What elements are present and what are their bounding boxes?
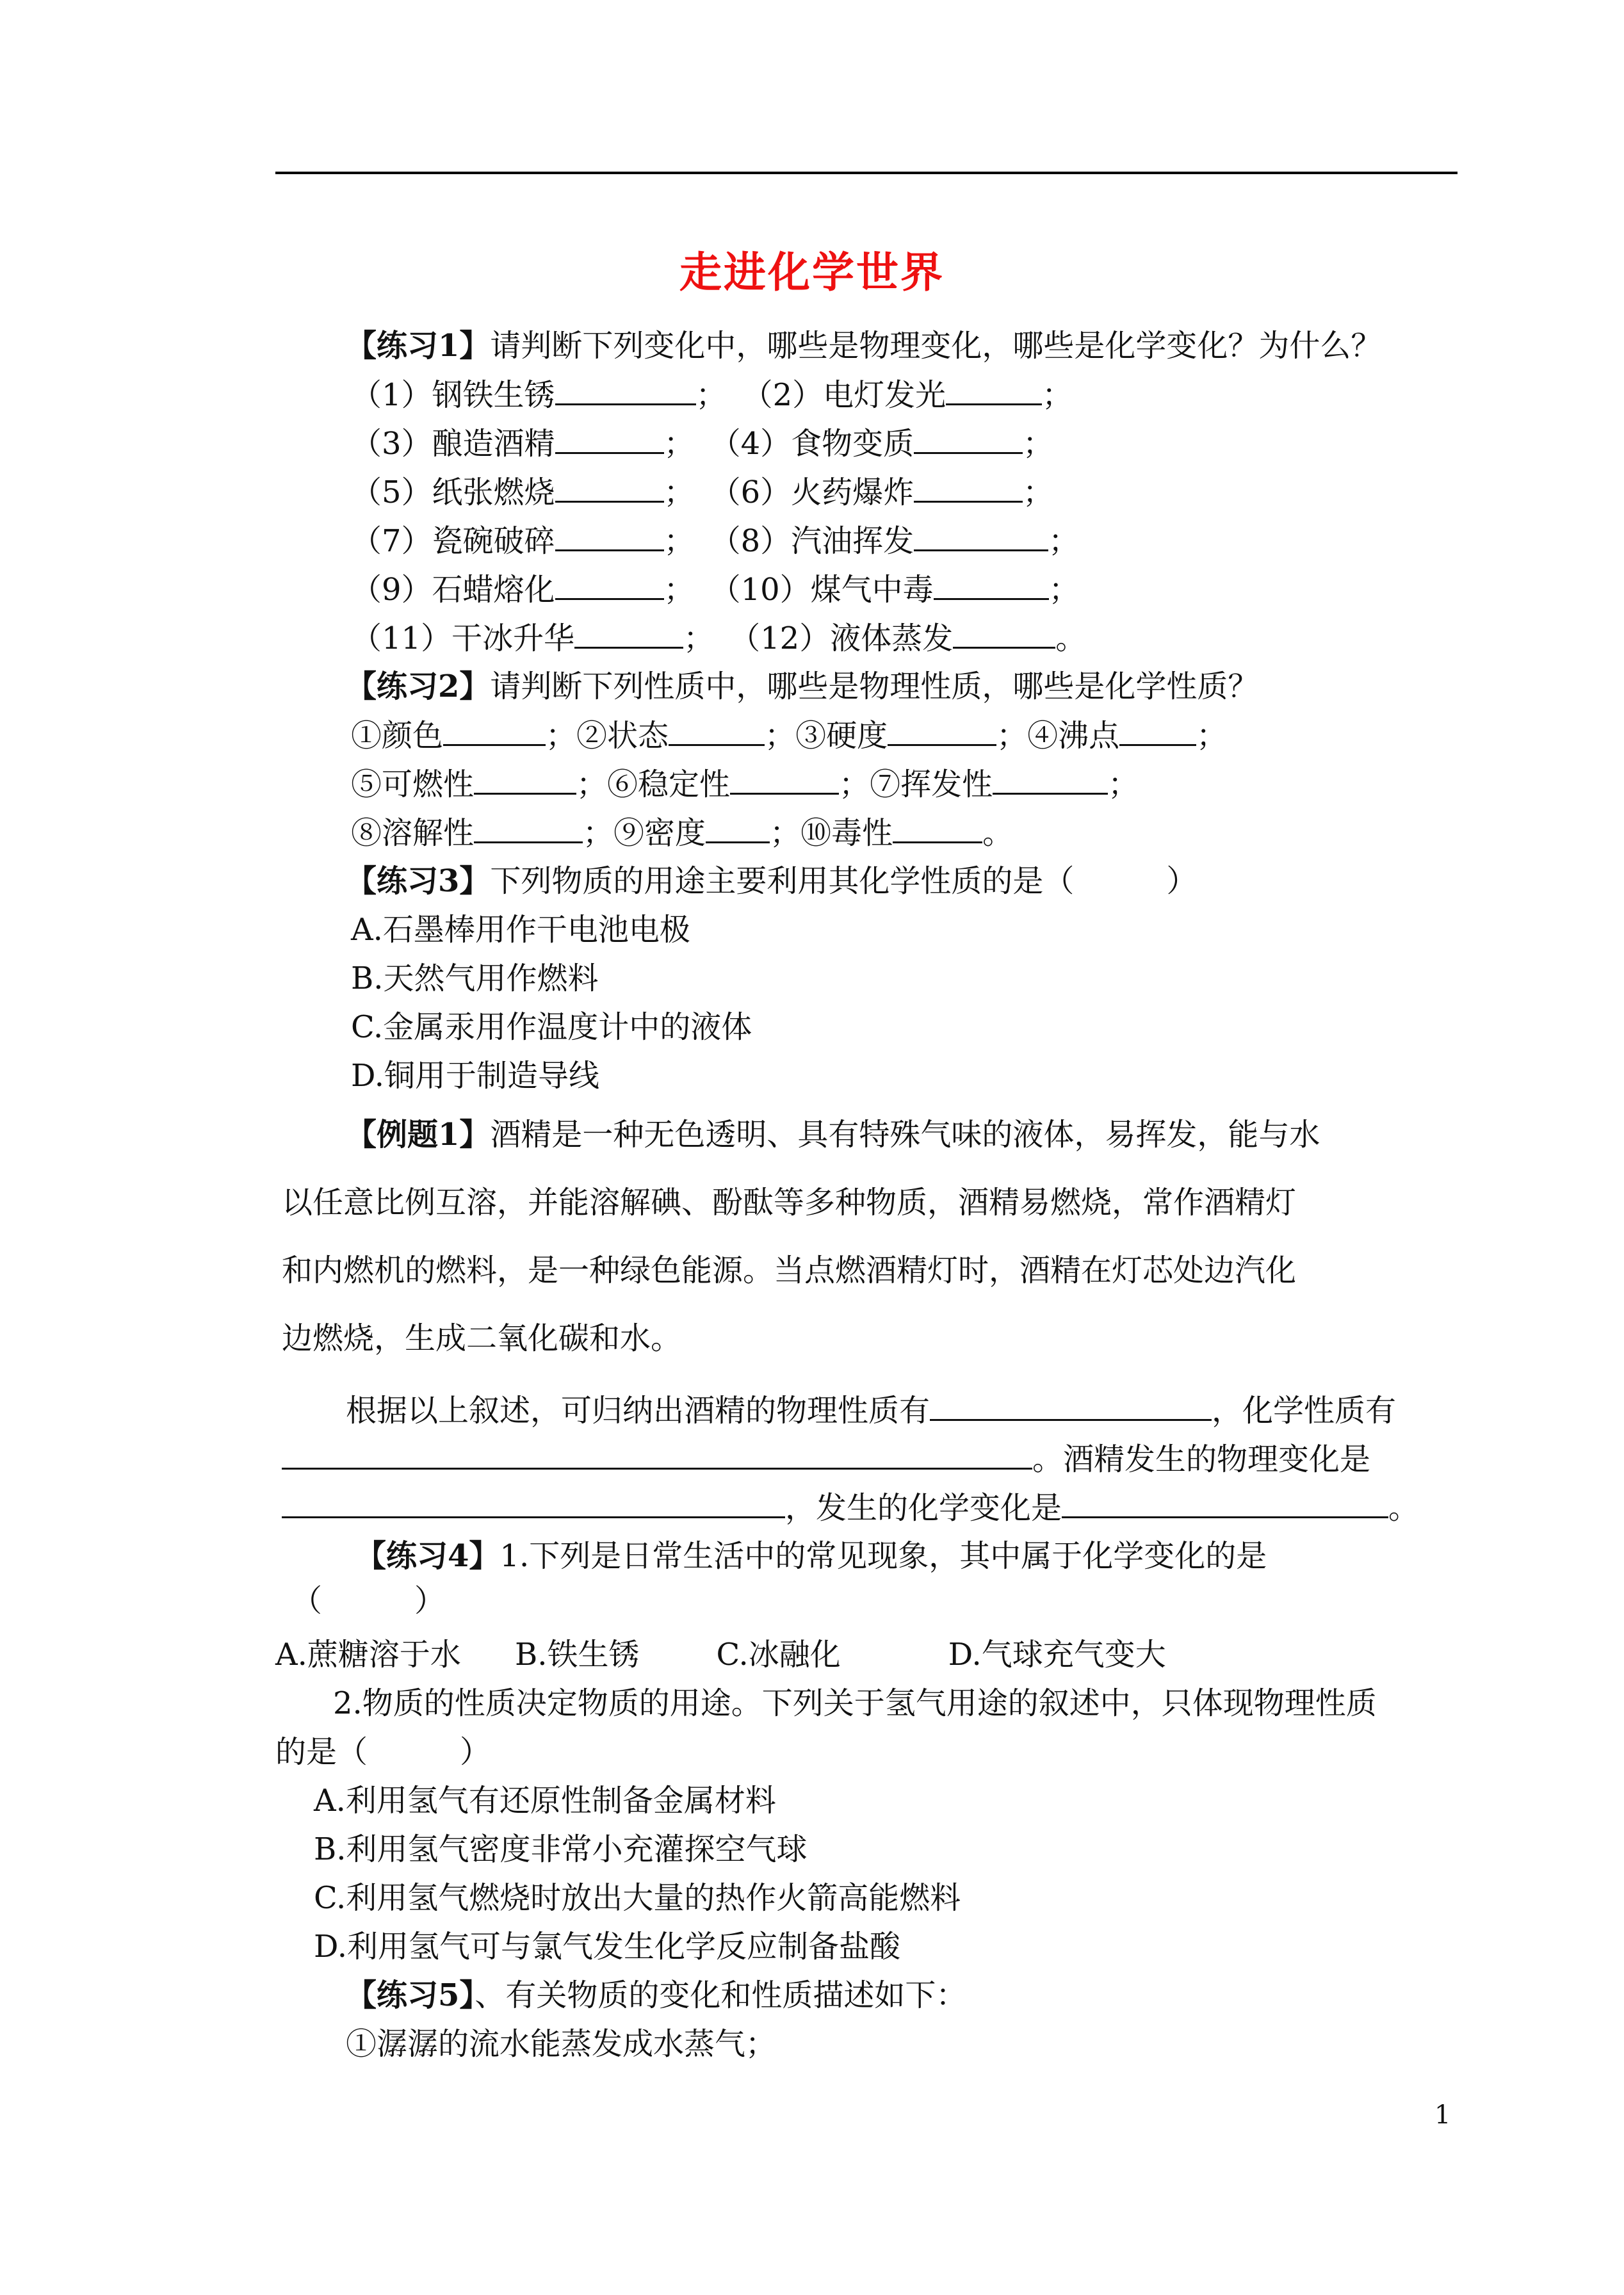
answer-blank[interactable] — [993, 763, 1108, 795]
answer-blank[interactable] — [282, 1438, 1032, 1470]
answer-blank[interactable] — [282, 1487, 785, 1518]
page-number: 1 — [1434, 2100, 1451, 2130]
item-label: ②状态 — [576, 718, 669, 754]
exercise-2-question — [346, 666, 1258, 707]
answer-blank[interactable] — [1119, 715, 1196, 746]
item-label: （9）石蜡熔化 — [351, 572, 555, 608]
exercise-2-row: ⑤可燃性 ；⑥稳定性 ；⑦挥发性 ； — [351, 763, 1139, 805]
example-1-question-line — [346, 1390, 1396, 1431]
answer-blank[interactable] — [1062, 1487, 1388, 1518]
exercise-2-row: ①颜色 ；②状态 ；③硬度 ；④沸点 ； — [351, 715, 1227, 756]
exercise-label: 【练习2】 — [346, 669, 491, 704]
exercise-4-options-row — [275, 1634, 1166, 1675]
item-label: ①颜色 — [351, 718, 444, 754]
exercise-1-row: （7）瓷碗破碎 ； （8）汽油挥发 ； — [351, 520, 1079, 562]
item-label: （12）液体蒸发 — [729, 620, 954, 656]
item-label: ⑩毒性 — [800, 815, 893, 851]
option-b[interactable]: B.铁生锈 — [514, 1637, 640, 1673]
option-b[interactable]: B.利用氢气密度非常小充灌探空气球 — [314, 1831, 808, 1867]
item-label: ⑦挥发性 — [870, 766, 993, 802]
example-1-question-line — [282, 1438, 1370, 1480]
item-label: ⑤可燃性 — [351, 766, 475, 802]
answer-blank[interactable] — [953, 617, 1055, 649]
exercise-2-row: ⑧溶解性 ；⑨密度 ；⑩毒性 。 — [351, 812, 1013, 854]
item-label: ⑨密度 — [613, 815, 706, 851]
header-rule — [275, 172, 1458, 174]
item-label: ⑥稳定性 — [607, 766, 731, 802]
exercise-3-question — [346, 861, 1197, 902]
answer-blank[interactable] — [914, 471, 1023, 503]
answer-blank[interactable] — [555, 374, 696, 405]
option-d[interactable]: D.铜用于制造导线 — [351, 1058, 600, 1094]
option-c[interactable]: C.利用氢气燃烧时放出大量的热作火箭高能燃料 — [314, 1880, 961, 1916]
exercise-1-question — [346, 325, 1381, 366]
example-1-paragraph-line: 边燃烧，生成二氧化碳和水。 — [282, 1320, 682, 1356]
exercise-label: 【练习5】 — [346, 1977, 475, 2013]
example-1-paragraph-line — [346, 1114, 1320, 1155]
item-label: （8）汽油挥发 — [710, 523, 914, 559]
question-text: 。 — [1388, 1490, 1420, 1526]
option-c[interactable]: C.冰融化 — [716, 1637, 841, 1673]
exercise-label: 【练习4】 — [355, 1538, 500, 1574]
exercise-4-question-2-cont: 的是（ ） — [275, 1734, 491, 1770]
answer-blank[interactable] — [914, 520, 1048, 551]
answer-blank[interactable] — [555, 423, 664, 454]
exercise-5-question — [346, 1975, 966, 2016]
answer-blank[interactable] — [914, 423, 1023, 454]
answer-blank[interactable] — [474, 812, 583, 843]
exercise-1-row: （3）酿造酒精 ； （4）食物变质 ； — [351, 423, 1053, 464]
answer-blank[interactable] — [474, 763, 576, 795]
item-label: （4）食物变质 — [710, 426, 914, 462]
example-1-paragraph-line: 和内燃机的燃料，是一种绿色能源。当点燃酒精灯时，酒精在灯芯处边汽化 — [282, 1253, 1297, 1288]
paragraph-text: 酒精是一种无色透明、具有特殊气味的液体，易挥发，能与水 — [490, 1117, 1320, 1153]
item-label: （5）纸张燃烧 — [351, 474, 555, 510]
answer-blank[interactable] — [730, 763, 839, 795]
exercise-1-row: （1）钢铁生锈 ； （2）电灯发光 ； — [351, 374, 1073, 416]
item-label: （11）干冰升华 — [351, 620, 575, 656]
item-label: （6）火药爆炸 — [710, 474, 914, 510]
answer-blank[interactable] — [934, 569, 1049, 600]
answer-blank[interactable] — [706, 812, 770, 843]
page-title: 走进化学世界 — [679, 247, 945, 297]
exercise-4-question-2: 2.物质的性质决定物质的用途。下列关于氢气用途的叙述中，只体现物理性质 — [333, 1685, 1377, 1721]
answer-blank[interactable] — [946, 374, 1042, 405]
question-text: 请判断下列变化中，哪些是物理变化，哪些是化学变化？为什么？ — [490, 328, 1382, 364]
exercise-label: 【练习1】 — [346, 328, 491, 364]
question-text: 1.下列是日常生活中的常见现象，其中属于化学变化的是 — [499, 1538, 1267, 1574]
answer-blank[interactable] — [888, 715, 996, 746]
exercise-5-item: ①潺潺的流水能蒸发成水蒸气； — [346, 2026, 777, 2062]
answer-blank[interactable] — [893, 812, 982, 843]
item-label: ③硬度 — [795, 718, 888, 754]
option-c[interactable]: C.金属汞用作温度计中的液体 — [351, 1009, 752, 1045]
item-label: ⑧溶解性 — [351, 815, 475, 851]
example-label: 【例题1】 — [346, 1117, 491, 1153]
option-d[interactable]: D.气球充气变大 — [948, 1637, 1166, 1673]
item-label: （2）电灯发光 — [742, 377, 946, 413]
option-b[interactable]: B.天然气用作燃料 — [351, 961, 599, 996]
item-label: （1）钢铁生锈 — [351, 377, 555, 413]
exercise-1-row: （5）纸张燃烧 ； （6）火药爆炸 ； — [351, 471, 1053, 513]
answer-blank[interactable] — [555, 569, 664, 600]
item-label: （3）酿造酒精 — [351, 426, 555, 462]
question-text: ，化学性质有 — [1212, 1393, 1397, 1429]
option-d[interactable]: D.利用氢气可与氯气发生化学反应制备盐酸 — [314, 1929, 901, 1965]
question-text: 下列物质的用途主要利用其化学性质的是（ ） — [490, 863, 1198, 899]
answer-blank[interactable] — [669, 715, 765, 746]
answer-blank[interactable] — [443, 715, 546, 746]
exercise-1-row: （11）干冰升华 ； （12）液体蒸发 。 — [351, 617, 1086, 659]
answer-blank[interactable] — [555, 471, 664, 503]
question-text: 根据以上叙述，可归纳出酒精的物理性质有 — [346, 1393, 930, 1429]
question-text: 。酒精发生的物理变化是 — [1032, 1441, 1371, 1477]
example-1-question-line — [282, 1487, 1419, 1529]
item-label: ④沸点 — [1027, 718, 1120, 754]
exercise-1-row: （9）石蜡熔化 ； （10）煤气中毒 ； — [351, 569, 1080, 610]
question-text: ，发生的化学变化是 — [785, 1490, 1062, 1526]
option-a[interactable]: A.蔗糖溶于水 — [275, 1637, 461, 1673]
option-a[interactable]: A.利用氢气有还原性制备金属材料 — [314, 1783, 776, 1819]
answer-paren: （ ） — [291, 1583, 446, 1619]
item-label: （7）瓷碗破碎 — [351, 523, 555, 559]
answer-blank[interactable] — [930, 1390, 1212, 1421]
option-a[interactable]: A.石墨棒用作干电池电极 — [351, 912, 690, 948]
example-1-paragraph-line: 以任意比例互溶，并能溶解碘、酚酞等多种物质，酒精易燃烧，常作酒精灯 — [282, 1185, 1297, 1220]
answer-blank[interactable] — [555, 520, 664, 551]
item-label: （10）煤气中毒 — [710, 572, 934, 608]
answer-blank[interactable] — [574, 617, 683, 649]
question-text: 、有关物质的变化和性质描述如下： — [475, 1977, 967, 2013]
exercise-label: 【练习3】 — [346, 863, 491, 899]
exercise-4-question — [355, 1536, 1267, 1577]
question-text: 请判断下列性质中，哪些是物理性质，哪些是化学性质？ — [490, 669, 1259, 704]
